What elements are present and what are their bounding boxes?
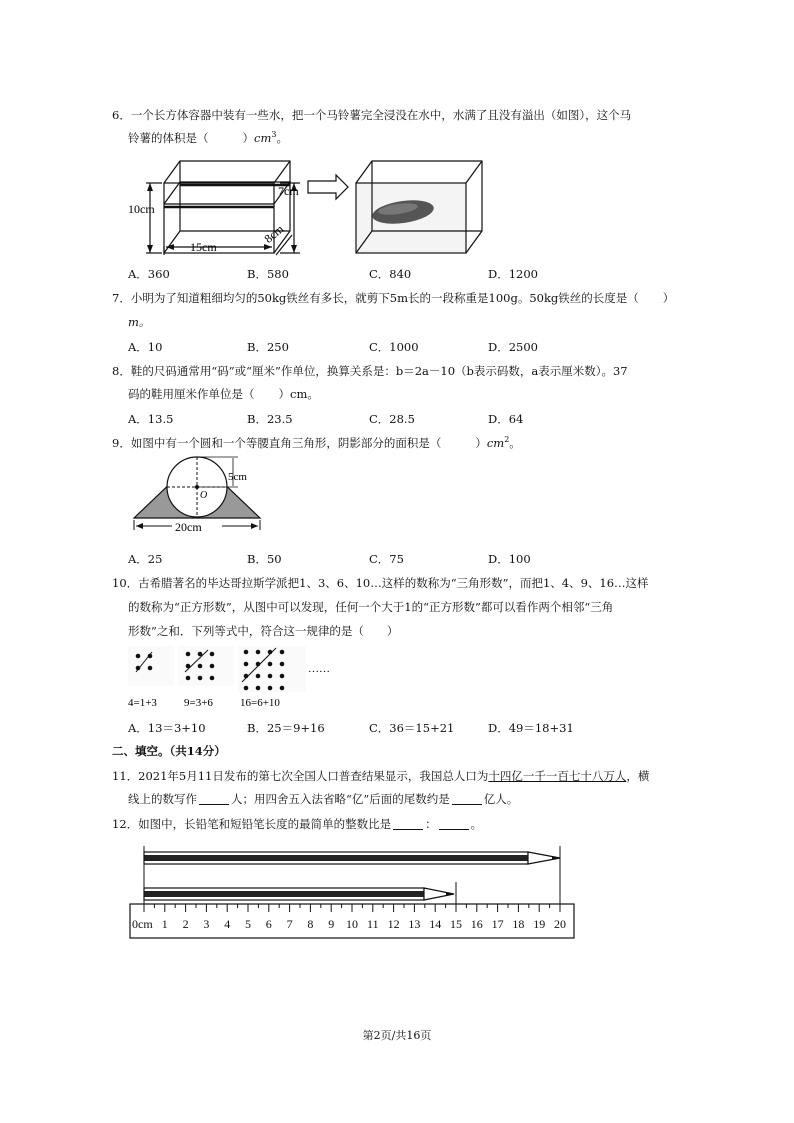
radius-label: 5cm [228, 471, 247, 483]
q12-text-pre: 如图中，长铅笔和短铅笔长度的最简单的整数比是 [138, 817, 392, 831]
short-pencil [144, 888, 454, 900]
q6-text-pre: 铃薯的体积是（ [128, 131, 209, 145]
ruler-label: 10 [346, 917, 358, 931]
q7-option-d[interactable]: D．2500 [488, 340, 538, 354]
long-pencil [144, 852, 560, 864]
ruler-label: 16 [470, 917, 483, 931]
label-8cm: 8cm [261, 221, 287, 246]
q8-option-d[interactable]: D．64 [488, 412, 524, 426]
ellipsis: …… [308, 663, 330, 675]
q10-option-d[interactable]: D．49＝18+31 [488, 721, 574, 735]
page-footer: 第2页/共16页 [362, 1029, 432, 1042]
ruler-label: 8 [307, 917, 314, 931]
base-label: 20cm [175, 520, 202, 534]
q7-line1 [112, 290, 674, 306]
q10-text-1: 古希腊著名的毕达哥拉斯学派把1、3、6、10…这样的数称为“三角形数”，而把1、4、9、16…这样 [138, 576, 649, 590]
q9-text-post: ） [475, 436, 487, 450]
q10-line2: 的数称为“正方形数”，从图中可以发现，任何一个大于1的“正方形数”都可以看作两个相邻“三角 [128, 600, 614, 614]
q11-text-pre: 2021年5月11日发布的第七次全国人口普查结果显示，我国总人口为 [138, 769, 489, 783]
q12-end: 。 [470, 817, 483, 831]
q11-text-b: 人；用四舍五入法省略“亿”后面的尾数约是 [231, 792, 450, 806]
ruler-label: 3 [203, 917, 210, 931]
ruler-label: 19 [533, 917, 546, 931]
q8-option-c[interactable]: C．28.5 [369, 412, 415, 426]
q8-option-a[interactable]: A．13.5 [128, 412, 174, 426]
q7-line2: m。 [128, 315, 151, 329]
pattern-label-9: 9=3+6 [184, 697, 213, 709]
q8-line2 [128, 386, 319, 402]
q7-text-end: ） [662, 291, 675, 305]
q8-option-b[interactable]: B．23.5 [247, 412, 293, 426]
q6-option-c[interactable]: C．840 [369, 267, 412, 281]
q9-option-d[interactable]: D．100 [488, 552, 531, 566]
q6-text: 一个长方体容器中装有一些水，把一个马铃薯完全浸没在水中，水满了且没有溢出（如图），这个马 [130, 108, 632, 122]
center-label: O [200, 490, 208, 501]
answer-blank-2[interactable] [452, 792, 482, 805]
q8-line1 [112, 363, 628, 379]
q7-number: 7． [112, 291, 131, 305]
q7-option-b[interactable]: B．250 [247, 340, 289, 354]
q8-text: 鞋的尺码通常用“码”或“厘米”作单位，换算关系是：b＝2a－10（b表示码数，a表示厘米数）。37 [130, 364, 628, 378]
q10-number: 10． [112, 576, 139, 590]
q8-number: 8． [112, 364, 131, 378]
q8-text-post: ）cm。 [278, 387, 319, 401]
answer-blank-3[interactable] [393, 817, 423, 830]
ruler-label: 14 [429, 917, 442, 931]
q11-line1 [112, 768, 649, 784]
q12-colon: ： [425, 817, 437, 831]
q12-number: 12． [112, 817, 139, 831]
q10-line3: 形数”之和．下列等式中，符合这一规律的是（ ） [128, 624, 399, 638]
q9-figure [128, 456, 288, 546]
q7-text: 小明为了知道粗细均匀的50kg铁丝有多长，就剪下5m长的一段称重是100g。50kg铁丝的长度是（ [130, 291, 639, 305]
q9-text-pre: 如图中有一个圆和一个等腰直角三角形，阴影部分的面积是（ [130, 436, 442, 450]
q9-option-c[interactable]: C．75 [369, 552, 404, 566]
answer-blank-1[interactable] [199, 792, 229, 805]
section-title: 二、填空。（共14分） [112, 744, 226, 758]
q12-line1 [112, 816, 482, 832]
q6-number: 6． [112, 108, 131, 122]
label-15cm: 15cm [190, 240, 217, 254]
q6-option-d[interactable]: D．1200 [488, 267, 538, 281]
q11-text-a: 线上的数写作 [128, 792, 197, 806]
q9-line1 [112, 435, 521, 451]
q6-figure [128, 155, 478, 265]
q10-option-b[interactable]: B．25＝9+16 [247, 721, 325, 735]
q6-option-a[interactable]: A．360 [128, 267, 170, 281]
q6-end: 。 [276, 131, 288, 145]
q9-end: 。 [509, 436, 521, 450]
q6-unit-sup: 3 [271, 130, 277, 140]
q10-option-a[interactable]: A．13＝3+10 [128, 721, 206, 735]
label-10cm: 10cm [128, 202, 155, 216]
q11-underlined: 十四亿一千一百七十八万人 [488, 769, 627, 783]
ruler-label: 5 [245, 917, 251, 931]
pattern-label-4: 4=1+3 [128, 697, 157, 709]
q11-number: 11． [112, 769, 139, 783]
q6-line1 [112, 107, 631, 123]
q6-text-post: ） [242, 131, 254, 145]
ruler-label: 2 [182, 917, 189, 931]
ruler-label: 7 [286, 917, 293, 931]
ruler-label: 13 [408, 917, 421, 931]
ruler-label: 11 [367, 917, 379, 931]
pattern-label-16: 16=6+10 [240, 697, 280, 709]
q6-unit: cm [254, 131, 272, 145]
ruler-label: 6 [265, 917, 272, 931]
q9-unit: cm [486, 436, 505, 450]
ruler-label: 9 [328, 917, 335, 931]
ruler-label: 15 [450, 917, 462, 931]
q11-text-post: ，横 [626, 769, 650, 783]
q9-option-b[interactable]: B．50 [247, 552, 282, 566]
ruler-label: 1 [161, 917, 168, 931]
q7-option-a[interactable]: A．10 [128, 340, 163, 354]
ruler-label: 18 [512, 917, 525, 931]
q10-option-c[interactable]: C．36＝15+21 [369, 721, 455, 735]
label-7cm: 7cm [278, 184, 299, 198]
q6-line2 [128, 130, 288, 146]
ruler-label: 20 [554, 917, 566, 931]
ruler-label: 0cm [132, 917, 153, 931]
q7-option-c[interactable]: C．1000 [369, 340, 419, 354]
q11-line2 [128, 791, 518, 807]
q9-option-a[interactable]: A．25 [128, 552, 163, 566]
arrow-right-icon [308, 175, 348, 199]
q10-figure [128, 646, 338, 712]
q10-line1 [112, 575, 649, 591]
q8-text-pre: 码的鞋用厘米作单位是（ [128, 387, 255, 401]
q12-figure [128, 842, 580, 942]
ruler-label: 12 [387, 917, 400, 931]
ruler-label: 4 [224, 917, 231, 931]
q6-option-b[interactable]: B．580 [247, 267, 289, 281]
q11-text-c: 亿人。 [483, 792, 519, 806]
q9-unit-sup: 2 [504, 435, 510, 445]
answer-blank-4[interactable] [439, 817, 469, 830]
ruler-label: 17 [491, 917, 504, 931]
q9-number: 9． [112, 436, 131, 450]
